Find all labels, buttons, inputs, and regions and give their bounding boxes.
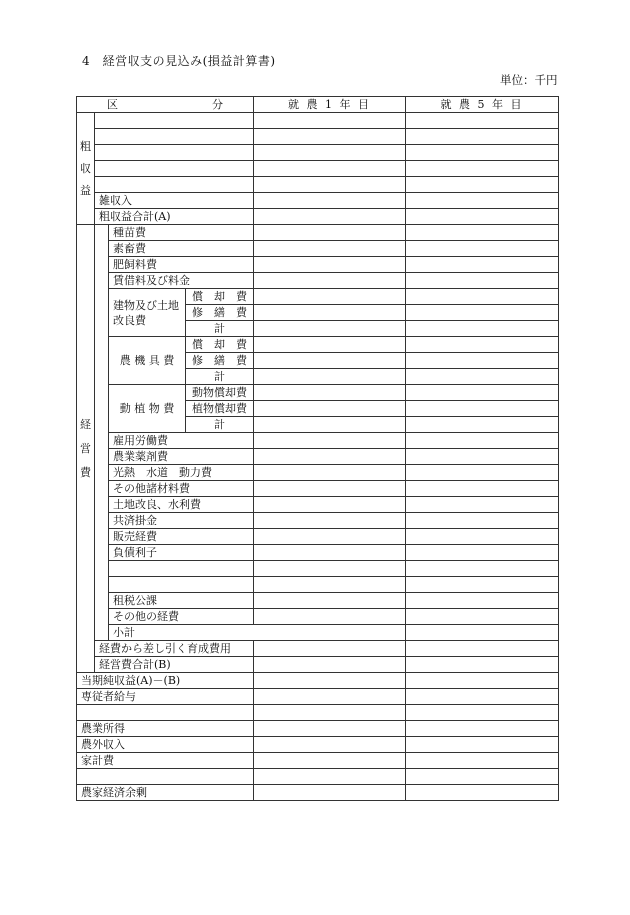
row-label-revenue-total: 粗収益合計(A) [95, 209, 254, 225]
row-label-rent: 賃借料及び料金 [109, 273, 254, 289]
table-row [77, 337, 559, 353]
row-label-pesticide: 農業薬剤費 [109, 449, 254, 465]
table-row [77, 689, 559, 705]
row-label-interest: 負債利子 [109, 545, 254, 561]
header-kubun-right: 分 [212, 98, 223, 111]
table-row [77, 577, 559, 593]
row-label-other-materials: その他諸材料費 [109, 481, 254, 497]
row-label-machinery: 農 機 具 費 [109, 337, 186, 385]
row-label-non-farm: 農外収入 [77, 737, 254, 753]
table-row [77, 673, 559, 689]
row-label-farm-income: 農業所得 [77, 721, 254, 737]
table-row [77, 273, 559, 289]
table-row [77, 161, 559, 177]
unit-label: 単位：千円 [500, 73, 558, 87]
table-row [77, 289, 559, 305]
table-row [77, 145, 559, 161]
table-row [77, 593, 559, 609]
row-label-other-expenses: その他の経費 [109, 609, 254, 625]
row-label-seed: 種苗費 [109, 225, 254, 241]
header-year1: 就 農 1 年 目 [254, 97, 406, 113]
header-kubun [77, 97, 254, 113]
table-row [77, 753, 559, 769]
table-row [77, 497, 559, 513]
table-row [77, 705, 559, 721]
row-label-repair: 修 繕 費 [186, 353, 254, 369]
table-row [77, 737, 559, 753]
table-row [77, 257, 559, 273]
row-label-mutual-aid: 共済掛金 [109, 513, 254, 529]
row-label-family-wages: 専従者給与 [77, 689, 254, 705]
table-row [77, 529, 559, 545]
row-label-sales: 販売経費 [109, 529, 254, 545]
revenue-section-label: 粗収益 [77, 113, 95, 225]
row-label-animal-dep: 動物償却費 [186, 385, 254, 401]
row-label-plant-dep: 植物償却費 [186, 401, 254, 417]
table-row [77, 449, 559, 465]
row-label-misc-income: 雑収入 [95, 193, 254, 209]
table-row [77, 177, 559, 193]
table-row [77, 769, 559, 785]
row-label-growth-deduct: 経費から差し引く育成費用 [95, 641, 254, 657]
row-label-animals-plants: 動 植 物 費 [109, 385, 186, 433]
table-row [77, 561, 559, 577]
table-row [77, 625, 559, 641]
income-statement-table [76, 96, 559, 801]
row-label-surplus: 農家経済余剰 [77, 785, 254, 801]
table-row [77, 657, 559, 673]
section-heading: 4 経営収支の見込み(損益計算書) [82, 54, 276, 68]
table-row [77, 209, 559, 225]
row-label-expense-total: 経営費合計(B) [95, 657, 254, 673]
header-kubun-left: 区 [107, 98, 118, 111]
header-year5: 就 農 5 年 目 [406, 97, 559, 113]
row-label-buildings: 建物及び土地改良費 [109, 289, 186, 337]
row-label-fertilizer-feed: 肥飼料費 [109, 257, 254, 273]
table-row [77, 113, 559, 129]
table-row [77, 193, 559, 209]
row-label-household: 家計費 [77, 753, 254, 769]
table-row [77, 241, 559, 257]
row-label-depreciation: 償 却 費 [186, 289, 254, 305]
table-row [77, 721, 559, 737]
table-row [77, 545, 559, 561]
table-row [77, 609, 559, 625]
row-label-subtotal-kei: 計 [186, 321, 254, 337]
row-label-repair: 修 繕 費 [186, 305, 254, 321]
table-row [77, 385, 559, 401]
expense-section-label: 経営費 [77, 225, 95, 673]
table-row [77, 465, 559, 481]
row-label-subtotal-kei: 計 [186, 417, 254, 433]
table-row [77, 513, 559, 529]
table-row [77, 481, 559, 497]
table-row [77, 433, 559, 449]
row-label-depreciation: 償 却 費 [186, 337, 254, 353]
row-label-land-water: 土地改良、水利費 [109, 497, 254, 513]
row-label-subtotal: 小計 [109, 625, 406, 641]
table-row [77, 225, 559, 241]
table-row [77, 641, 559, 657]
row-label-net-income: 当期純収益(A)－(B) [77, 673, 254, 689]
row-label-livestock: 素畜費 [109, 241, 254, 257]
header-row [77, 97, 559, 113]
row-label-subtotal-kei: 計 [186, 369, 254, 385]
row-label-hired-labor: 雇用労働費 [109, 433, 254, 449]
row-label-utilities: 光熱 水道 動力費 [109, 465, 254, 481]
table-row [77, 785, 559, 801]
table-row [77, 129, 559, 145]
row-label-taxes: 租税公課 [109, 593, 254, 609]
